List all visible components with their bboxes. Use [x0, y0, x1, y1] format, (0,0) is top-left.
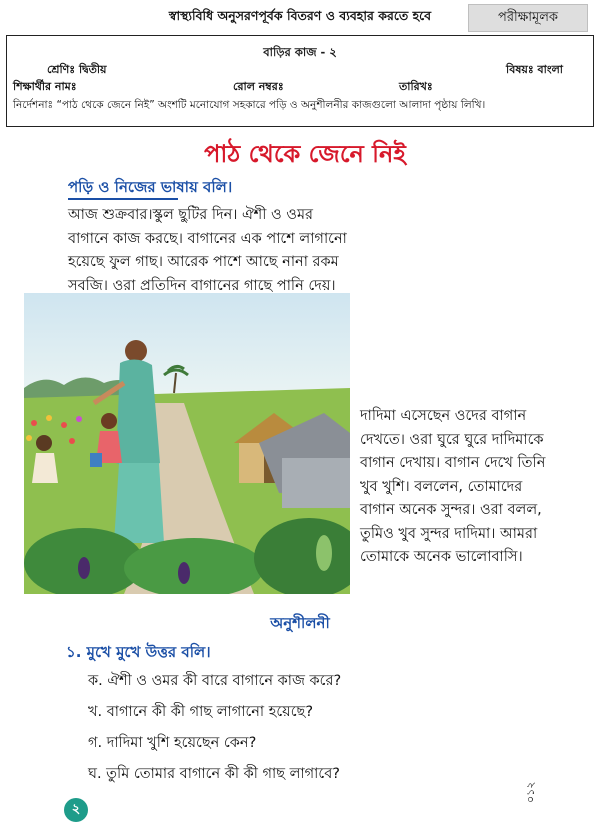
- instruction-text: নির্দেশনাঃ “পাঠ থেকে জেনে নিই” অংশটি মনোযোগ সহকারে পড়ি ও অনুশীলনীর কাজগুলো আলাদা পৃষ্ঠায় লিখি।: [13, 99, 486, 111]
- paragraph-line: বাগান অনেক সুন্দর। ওরা বলল,: [360, 502, 542, 518]
- subject-label: বিষয়ঃ বাংলা: [506, 63, 563, 76]
- paragraph-line: খুব খুশি। বললেন, তোমাদের: [360, 478, 523, 495]
- story-paragraph-2: [360, 405, 590, 570]
- story-paragraph-1: [68, 204, 358, 298]
- question-item: খ. বাগানে কী কী গাছ লাগানো হয়েছে?: [88, 704, 314, 720]
- question-item: ঘ. তুমি তোমার বাগানে কী কী গাছ লাগাবে?: [88, 766, 340, 782]
- roll-label: রোল নম্বরঃ: [233, 80, 284, 93]
- paragraph-line: তুমিও খুব সুন্দর দাদিমা। আমরা: [360, 525, 538, 542]
- page-number: ২: [64, 798, 88, 822]
- paragraph-line: সবজি। ওরা প্রতিদিন বাগানের গাছে পানি দেয়।: [68, 277, 336, 294]
- side-code: ০১২: [524, 781, 537, 803]
- paragraph-line: দাদিমা এসেছেন ওদের বাগান: [360, 408, 527, 424]
- question-heading: ১. মুখে মুখে উত্তর বলি।: [66, 643, 211, 661]
- date-label: তারিখঃ: [399, 80, 433, 93]
- paragraph-line: তোমাকে অনেক ভালোবাসি।: [360, 549, 523, 565]
- experimental-badge: পরীক্ষামূলক: [468, 4, 588, 32]
- health-notice: স্বাস্থ্যবিধি অনুসরণপূর্বক বিতরণ ও ব্যবহার করতে হবে: [168, 8, 432, 23]
- garden-illustration: [24, 293, 350, 594]
- class-label: শ্রেণিঃ দ্বিতীয়: [47, 63, 107, 76]
- paragraph-line: দেখতে। ওরা ঘুরে ঘুরে দাদিমাকে: [360, 431, 544, 448]
- paragraph-line: বাগান দেখায়। বাগান দেখে তিনি: [360, 455, 546, 471]
- homework-title: বাড়ির কাজ - ২: [263, 45, 337, 59]
- paragraph-line: আজ শুক্রবার।স্কুল ছুটির দিন। ঐশী ও ওমর: [68, 207, 314, 223]
- student-name-label: শিক্ষার্থীর নামঃ: [13, 80, 77, 93]
- exercise-heading: অনুশীলনী: [270, 614, 330, 632]
- paragraph-line: হয়েছে ফুল গাছ। আরেক পাশে আছে নানা রকম: [68, 254, 339, 270]
- question-item: ক. ঐশী ও ওমর কী বারে বাগানে কাজ করে?: [88, 673, 342, 689]
- question-item: গ. দাদিমা খুশি হয়েছেন কেন?: [88, 735, 257, 751]
- section-heading: পড়ি ও নিজের ভাষায় বলি।: [68, 178, 233, 196]
- heading-underline: [68, 198, 178, 200]
- paragraph-line: বাগানে কাজ করছে। বাগানের এক পাশে লাগানো: [68, 230, 347, 247]
- lesson-title: পাঠ থেকে জেনে নিই: [204, 139, 406, 168]
- homework-info-box: [6, 35, 594, 127]
